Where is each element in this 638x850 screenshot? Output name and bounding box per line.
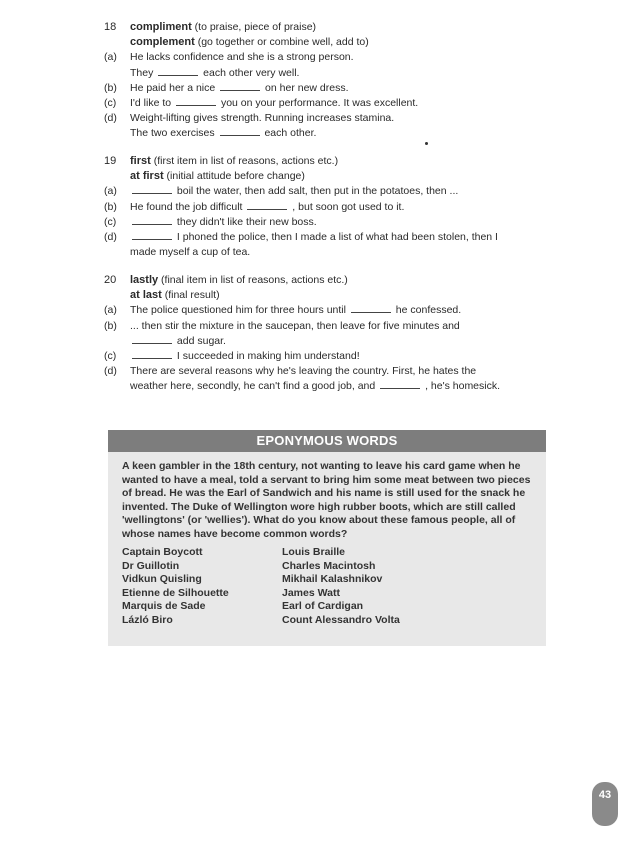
item-text: add sugar. — [130, 334, 554, 349]
stray-dot — [425, 142, 428, 145]
exercise-number: 20 — [104, 274, 117, 286]
item-line — [104, 66, 554, 81]
term-word: complement — [130, 36, 195, 49]
item-label: (b) — [104, 319, 117, 332]
item-text: The police questioned him for three hours until he confessed. — [130, 304, 462, 317]
item-line — [104, 364, 554, 379]
box-paragraph: A keen gambler in the 18th century, not wanting to leave his card game when he wanted to have a meal, told a servant to bring him some meat between two pieces of bread. He was the Earl of Sandwich and his name is still used for the snack he invented. The Duke of Wellington wore high rubber boots, which are still called 'wellingtons' (or 'wellies'). What do you know about these famous people, all of whose names have become common words? — [122, 460, 531, 540]
item-text: weather here, secondly, he can't find a good job, and , he's homesick. — [130, 380, 501, 393]
famous-name: Etienne de Silhouette — [122, 586, 229, 599]
exercise-18 — [104, 20, 554, 142]
item-text: made myself a cup of tea. — [130, 246, 251, 259]
term-word: lastly — [130, 274, 159, 286]
answer-blank[interactable] — [132, 215, 172, 225]
item-label: (b) — [104, 200, 117, 213]
item-label: (a) — [104, 304, 117, 317]
item-line — [104, 230, 554, 245]
answer-blank[interactable] — [247, 200, 287, 210]
item-text: boil the water, then add salt, then put in the potatoes, then ... — [130, 184, 554, 199]
item-line — [104, 349, 554, 364]
term-gloss: (final result) — [161, 289, 220, 302]
page-number-tab — [592, 782, 618, 826]
item-label: (d) — [104, 112, 117, 125]
item-line — [104, 303, 554, 318]
exercise-20 — [104, 273, 554, 395]
item-text: He paid her a nice on her new dress. — [130, 81, 349, 94]
item-text: The two exercises each other. — [130, 127, 317, 140]
term-row — [104, 169, 554, 184]
term-gloss: (go together or combine well, add to) — [194, 36, 369, 49]
famous-name: Charles Macintosh — [282, 559, 376, 572]
answer-blank[interactable] — [176, 96, 216, 106]
item-text: they didn't like their new boss. — [130, 215, 554, 230]
exercise-number: 19 — [104, 155, 117, 167]
item-line — [104, 111, 554, 126]
item-label: (c) — [104, 97, 117, 110]
item-text: They each other very well. — [130, 66, 300, 79]
item-text: Weight-lifting gives strength. Running increases stamina. — [130, 112, 395, 125]
term-word: compliment — [130, 21, 192, 33]
answer-blank[interactable] — [158, 66, 198, 76]
item-text: I succeeded in making him understand! — [130, 349, 554, 364]
term-gloss: (initial attitude before change) — [163, 170, 305, 183]
item-line — [104, 96, 554, 111]
item-text: ... then stir the mixture in the saucepan, then leave for five minutes and — [130, 319, 460, 332]
item-line — [104, 245, 554, 260]
item-label: (d) — [104, 231, 117, 244]
term-word: at last — [130, 289, 162, 302]
item-label: (a) — [104, 185, 117, 198]
names-left-column — [122, 546, 229, 628]
item-text: I phoned the police, then I made a list of what had been stolen, then I — [130, 230, 554, 245]
term-gloss: (to praise, piece of praise) — [191, 21, 317, 33]
item-line — [104, 184, 554, 199]
item-line — [104, 126, 554, 141]
item-text: He lacks confidence and she is a strong person. — [130, 51, 354, 64]
term-word: first — [130, 155, 151, 167]
item-line — [104, 379, 554, 394]
item-line — [104, 200, 554, 215]
eponymous-words-box — [108, 430, 546, 646]
item-label: (d) — [104, 365, 117, 378]
item-line — [104, 50, 554, 65]
item-text: I'd like to you on your performance. It was excellent. — [130, 97, 419, 110]
famous-name: Lázló Biro — [122, 613, 173, 626]
item-line — [104, 215, 554, 230]
names-right-column — [282, 546, 400, 628]
term-word: at first — [130, 170, 164, 183]
item-line — [104, 81, 554, 96]
famous-name: Marquis de Sade — [122, 600, 206, 613]
term-row — [104, 273, 554, 288]
term-row — [104, 288, 554, 303]
famous-name: Earl of Cardigan — [282, 600, 364, 613]
famous-name: Louis Braille — [282, 546, 346, 558]
term-row — [104, 20, 554, 35]
item-label: (b) — [104, 81, 117, 94]
item-text: There are several reasons why he's leaving the country. First, he hates the — [130, 365, 477, 378]
answer-blank[interactable] — [132, 349, 172, 359]
answer-blank[interactable] — [351, 303, 391, 313]
answer-blank[interactable] — [132, 230, 172, 240]
famous-name: Dr Guillotin — [122, 559, 180, 572]
exercise-number: 18 — [104, 21, 117, 33]
term-row — [104, 154, 554, 169]
famous-name: Count Alessandro Volta — [282, 613, 400, 626]
box-title: EPONYMOUS WORDS — [108, 430, 546, 452]
famous-name: Mikhail Kalashnikov — [282, 573, 383, 586]
famous-name: Vidkun Quisling — [122, 573, 202, 586]
famous-name: Captain Boycott — [122, 546, 203, 558]
exercise-19 — [104, 154, 554, 260]
answer-blank[interactable] — [380, 379, 420, 389]
term-row — [104, 35, 554, 50]
item-line — [104, 334, 554, 349]
term-gloss: (first item in list of reasons, actions etc.) — [150, 155, 339, 167]
answer-blank[interactable] — [220, 81, 260, 91]
famous-name: James Watt — [282, 586, 340, 599]
item-label: (c) — [104, 215, 117, 228]
item-text: He found the job difficult , but soon got used to it. — [130, 200, 405, 213]
item-label: (c) — [104, 350, 117, 363]
answer-blank[interactable] — [132, 184, 172, 194]
item-line — [104, 319, 554, 334]
answer-blank[interactable] — [220, 126, 260, 136]
answer-blank[interactable] — [132, 334, 172, 344]
term-gloss: (final item in list of reasons, actions etc.) — [158, 274, 348, 286]
page-number: 43 — [598, 789, 612, 801]
item-label: (a) — [104, 51, 117, 64]
